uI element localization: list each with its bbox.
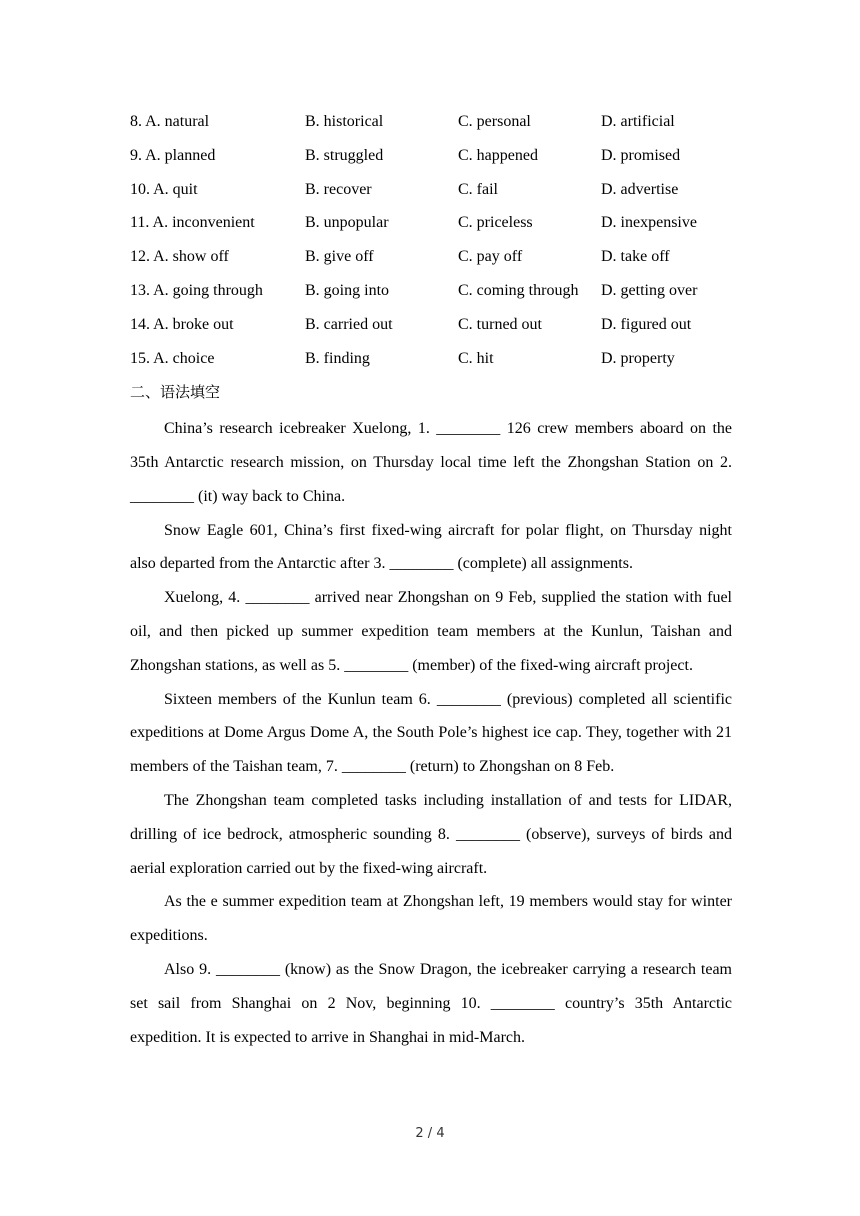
option-b: B. unpopular <box>305 214 389 232</box>
document-page <box>130 108 732 1054</box>
option-a: 13. A. going through <box>130 281 263 299</box>
option-a: 8. A. natural <box>130 113 210 130</box>
option-a: 14. A. broke out <box>130 315 234 333</box>
option-c: C. priceless <box>458 214 533 232</box>
option-row-9 <box>130 142 732 176</box>
option-d: D. promised <box>601 146 681 164</box>
option-d: D. inexpensive <box>601 214 697 232</box>
passage-paragraph: Xuelong, 4. ________ arrived near Zhongshan on 9 Feb, supplied the station with fuel oil, and then picked up summer expedition team members at the Kunlun, Taishan and Zhongshan stations, as well as 5. ________ (member) of the fixed-wing aircraft project. <box>130 589 732 674</box>
option-c: C. turned out <box>458 315 542 333</box>
option-row-11 <box>130 209 732 243</box>
passage <box>130 412 732 1054</box>
passage-paragraph: Also 9. ________ (know) as the Snow Dragon, the icebreaker carrying a research team set sail from Shanghai on 2 Nov, beginning 10. ________ country’s 35th Antarctic expedition. It is expected to arrive in Shanghai in mid-March. <box>130 960 732 1046</box>
option-row-12 <box>130 243 732 277</box>
option-c: C. happened <box>458 146 538 164</box>
option-b: B. historical <box>305 113 384 130</box>
option-row-10 <box>130 176 732 210</box>
option-a: 11. A. inconvenient <box>130 214 255 232</box>
option-a: 12. A. show off <box>130 248 229 266</box>
option-b: B. struggled <box>305 146 384 164</box>
page-number: 2 / 4 <box>415 1126 445 1141</box>
passage-paragraph: Snow Eagle 601, China’s first fixed-wing aircraft for polar flight, on Thursday night also departed from the Antarctic after 3. ________ (complete) all assignments. <box>130 521 732 573</box>
option-row-8 <box>130 108 732 142</box>
option-d: D. figured out <box>601 315 692 333</box>
options-block <box>130 108 732 378</box>
passage-paragraph: Sixteen members of the Kunlun team 6. ________ (previous) completed all scientific expeditions at Dome Argus Dome A, the South Pole’s highest ice cap. They, together with 21 members of the Taishan team, 7. ________ (return) to Zhongshan on 8 Feb. <box>130 690 732 776</box>
option-b: B. recover <box>305 180 372 198</box>
option-a: 9. A. planned <box>130 146 216 164</box>
option-c: C. coming through <box>458 281 579 299</box>
option-b: B. give off <box>305 248 374 266</box>
option-c: C. pay off <box>458 248 523 266</box>
passage-paragraph: The Zhongshan team completed tasks including installation of and tests for LIDAR, drilling of ice bedrock, atmospheric sounding 8. ________ (observe), surveys of birds and aerial exploration carried out by the fixed-wing aircraft. <box>130 791 732 877</box>
passage-paragraph: China’s research icebreaker Xuelong, 1. ________ 126 crew members aboard on the 35th Antarctic research mission, on Thursday local time left the Zhongshan Station on 2. ________ (it) way back to China. <box>130 420 732 505</box>
option-d: D. getting over <box>601 281 698 299</box>
option-d: D. advertise <box>601 180 679 198</box>
option-row-14 <box>130 311 732 345</box>
option-d: D. take off <box>601 248 670 266</box>
passage-paragraph: As the e summer expedition team at Zhongshan left, 19 members would stay for winter expeditions. <box>130 893 732 945</box>
option-b: B. carried out <box>305 315 393 333</box>
option-c: C. hit <box>458 349 494 367</box>
option-a: 10. A. quit <box>130 180 198 198</box>
option-a: 15. A. choice <box>130 349 215 367</box>
option-d: D. artificial <box>601 113 675 130</box>
option-c: C. fail <box>458 180 498 198</box>
option-b: B. finding <box>305 349 370 367</box>
option-b: B. going into <box>305 281 390 299</box>
option-row-13 <box>130 277 732 311</box>
option-row-15 <box>130 345 732 379</box>
option-d: D. property <box>601 349 675 367</box>
section-heading: 二、语法填空 <box>130 383 221 402</box>
option-c: C. personal <box>458 113 531 130</box>
